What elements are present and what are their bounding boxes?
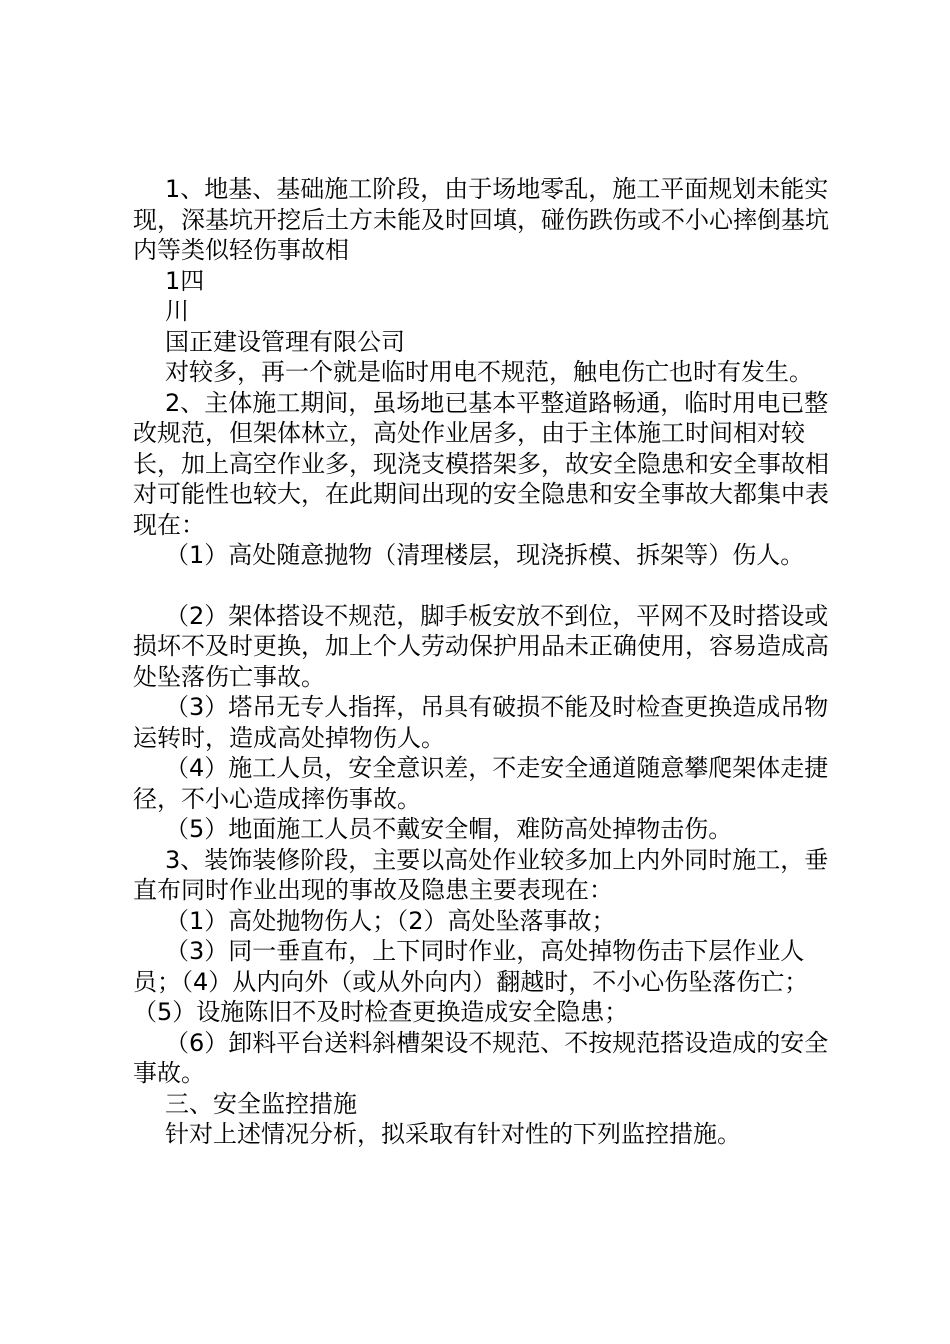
paragraph-decoration-items-3-5: （3）同一垂直布，上下同时作业，高处掉物伤击下层作业人员；（4）从内向外（或从外向内）翻越时，不小心伤坠落伤亡；（5）设施陈旧不及时检查更换造成安全隐患；	[133, 937, 809, 1026]
paragraph-page-number: 1四	[165, 266, 205, 295]
paragraph-header-fragment: 川	[165, 297, 189, 325]
paragraph-item-5-helmet: （5）地面施工人员不戴安全帽，难防高处掉物击伤。	[165, 815, 733, 843]
blank-line	[133, 571, 833, 601]
paragraph-item-3-tower-crane: （3）塔吊无专人指挥，吊具有破损不能及时检查更换造成吊物运转时，造成高处掉物伤人。	[133, 693, 829, 752]
paragraph-continuation: 对较多，再一个就是临时用电不规范，触电伤亡也时有发生。	[165, 358, 813, 386]
document-body	[133, 174, 833, 1150]
paragraph-item-4-workers: （4）施工人员，安全意识差，不走安全通道随意攀爬架体走捷径，不小心造成摔伤事故。	[133, 754, 829, 813]
paragraph-foundation-stage: 1、地基、基础施工阶段，由于场地零乱，施工平面规划未能实现，深基坑开挖后土方未能及时回填，碰伤跌伤或不小心摔倒基坑内等类似轻伤事故相	[133, 175, 829, 264]
paragraph-measures-intro: 针对上述情况分析，拟采取有针对性的下列监控措施。	[165, 1120, 741, 1148]
paragraph-decoration-stage: 3、装饰装修阶段，主要以高处作业较多加上内外同时施工，垂直布同时作业出现的事故及隐患主要表现在：	[133, 845, 829, 904]
paragraph-decoration-item-6: （6）卸料平台送料斜槽架设不规范、不按规范搭设造成的安全事故。	[133, 1028, 829, 1087]
paragraph-main-construction: 2、主体施工期间，虽场地已基本平整道路畅通，临时用电已整改规范，但架体林立，高处作业居多，由于主体施工时间相对较长，加上高空作业多，现浇支模搭架多，故安全隐患和安全事故相对可能性也较大，在此期间出现的安全隐患和安全事故大都集中表现在：	[133, 388, 829, 539]
paragraph-company-name: 国正建设管理有限公司	[165, 327, 405, 356]
paragraph-item-2-scaffold: （2）架体搭设不规范，脚手板安放不到位，平网不及时搭设或损坏不及时更换，加上个人劳动保护用品未正确使用，容易造成高处坠落伤亡事故。	[133, 601, 829, 691]
paragraph-decoration-items-1-2: （1）高处抛物伤人；（2）高处坠落事故；	[165, 906, 616, 935]
section-heading-safety-measures: 三、安全监控措施	[165, 1089, 357, 1118]
paragraph-item-1-throwing: （1）高处随意抛物（清理楼层，现浇拆模、拆架等）伤人。	[165, 541, 805, 569]
